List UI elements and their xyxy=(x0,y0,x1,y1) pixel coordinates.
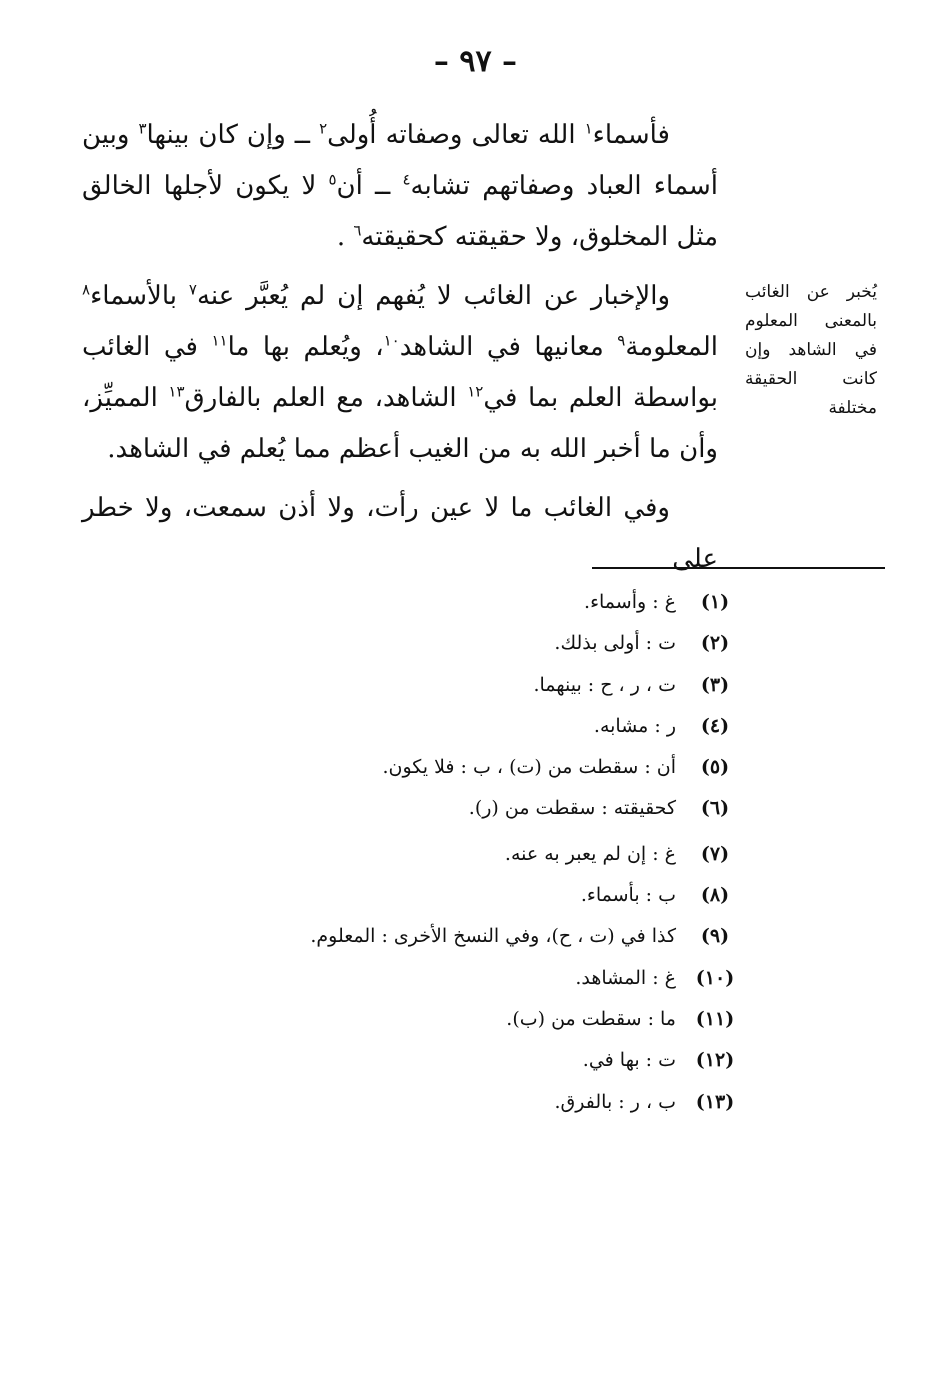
footnote-item xyxy=(160,925,740,966)
paragraph-1 xyxy=(82,110,718,263)
margin-note: يُخبر عن الغائب بالمعنى المعلوم في الشاهد وإن كانت الحقيقة مختلفة xyxy=(745,282,877,418)
footnote-item xyxy=(160,797,740,838)
footnote-number: (٣) xyxy=(700,673,730,696)
footnote-number: (٨) xyxy=(700,884,730,907)
footnote-ref[interactable]: ١٢ xyxy=(467,382,484,401)
footnote-ref[interactable]: ٤ xyxy=(402,170,411,189)
page-number: – ٩٧ – xyxy=(433,44,518,79)
footnote-number: (٢) xyxy=(700,632,730,655)
footnote-text: ب ، ر : بالفرق. xyxy=(554,1090,676,1113)
footnote-item xyxy=(160,843,740,884)
text-segment: والإخبار عن الغائب لا يُفهم إن لم يُعبَّر عنه xyxy=(196,281,671,311)
footnote-item xyxy=(160,884,740,925)
footnote-ref[interactable]: ٨ xyxy=(82,280,91,299)
footnotes-list xyxy=(160,591,740,1132)
footnote-number: (٤) xyxy=(700,714,730,737)
footnote-item xyxy=(160,756,740,797)
footnote-ref[interactable]: ٣ xyxy=(138,119,147,138)
text-segment: المميِّز، وأن ما أخبر الله به من الغيب أعظم مما يُعلم في الشاهد. xyxy=(82,383,718,464)
footnote-text: ت ، ر ، ح : بينهما. xyxy=(533,673,676,696)
text-segment: الشاهد، مع العلم بالفارق xyxy=(184,383,468,413)
footnote-text: ت : أولى بذلك. xyxy=(554,632,676,655)
footnote-text: ت : بها في. xyxy=(582,1049,676,1072)
footnote-ref[interactable]: ٦ xyxy=(353,221,362,240)
footnote-number: (٦) xyxy=(700,797,730,820)
footnote-item xyxy=(160,1049,740,1090)
text-segment: المعلومة xyxy=(625,332,718,362)
footnote-text: ر : مشابه. xyxy=(593,714,676,737)
footnote-text: غ : المشاهد. xyxy=(575,966,676,989)
text-segment: لا يكون لأجلها الخالق مثل المخلوق، ولا حقيقته كحقيقته xyxy=(82,171,718,252)
text-segment: ــ وإن كان بينها xyxy=(146,120,320,150)
text-segment: ، ويُعلم بها ما xyxy=(227,332,384,362)
footnote-number: (١٣) xyxy=(695,1090,735,1113)
footnote-ref[interactable]: ٩ xyxy=(617,331,626,350)
footnote-text: كذا في (ت ، ح)، وفي النسخ الأخرى : المعلوم. xyxy=(310,925,676,948)
text-segment: فأسماء xyxy=(592,120,670,150)
footnote-text: غ : وأسماء. xyxy=(584,591,676,613)
footnote-ref[interactable]: ١١ xyxy=(211,331,228,350)
footnote-item xyxy=(160,967,740,1008)
footnote-text: كحقيقته : سقطت من (ر). xyxy=(468,797,676,820)
text-segment: الله تعالى وصفاته أُولى xyxy=(327,120,585,150)
footnote-ref[interactable]: ٧ xyxy=(188,280,197,299)
text-segment: وفي الغائب ما لا عين رأت، ولا أذن سمعت، ولا خطر على xyxy=(82,493,718,574)
footnote-item xyxy=(160,674,740,715)
footnote-number: (١٢) xyxy=(695,1049,735,1072)
text-segment: في الغائب بواسطة العلم بما في xyxy=(82,332,718,413)
footnote-text: ب : بأسماء. xyxy=(580,884,676,907)
footnote-divider xyxy=(592,567,885,569)
footnote-text: أن : سقطت من (ت) ، ب : فلا يكون. xyxy=(382,756,676,779)
footnote-number: (١١) xyxy=(695,1007,735,1030)
footnote-number: (١) xyxy=(700,591,730,613)
text-segment: وبين أسماء العباد وصفاتهم تشابه xyxy=(82,120,718,201)
paragraph-3 xyxy=(82,483,718,585)
main-text xyxy=(82,110,718,593)
footnote-item xyxy=(160,632,740,673)
footnote-number: (١٠) xyxy=(695,966,735,989)
text-segment: معانيها في الشاهد xyxy=(399,332,618,362)
paragraph-2 xyxy=(82,271,718,475)
footnote-text: غ : إن لم يعبر به عنه. xyxy=(504,842,676,865)
footnote-item xyxy=(160,1008,740,1049)
footnote-number: (٧) xyxy=(700,842,730,865)
text-segment: ــ أن xyxy=(336,171,403,201)
footnote-number: (٩) xyxy=(700,925,730,948)
footnote-ref[interactable]: ١ xyxy=(584,119,593,138)
footnote-item xyxy=(160,591,740,632)
footnote-ref[interactable]: ١٣ xyxy=(168,382,185,401)
footnote-ref[interactable]: ١٠ xyxy=(383,331,400,350)
footnote-text: ما : سقطت من (ب). xyxy=(506,1007,676,1030)
footnote-number: (٥) xyxy=(700,756,730,779)
text-segment: بالأسماء xyxy=(90,281,189,311)
footnote-item xyxy=(160,1091,740,1132)
text-segment: . xyxy=(336,222,354,252)
footnote-item xyxy=(160,715,740,756)
footnote-ref[interactable]: ٥ xyxy=(328,170,337,189)
footnote-ref[interactable]: ٢ xyxy=(319,119,328,138)
